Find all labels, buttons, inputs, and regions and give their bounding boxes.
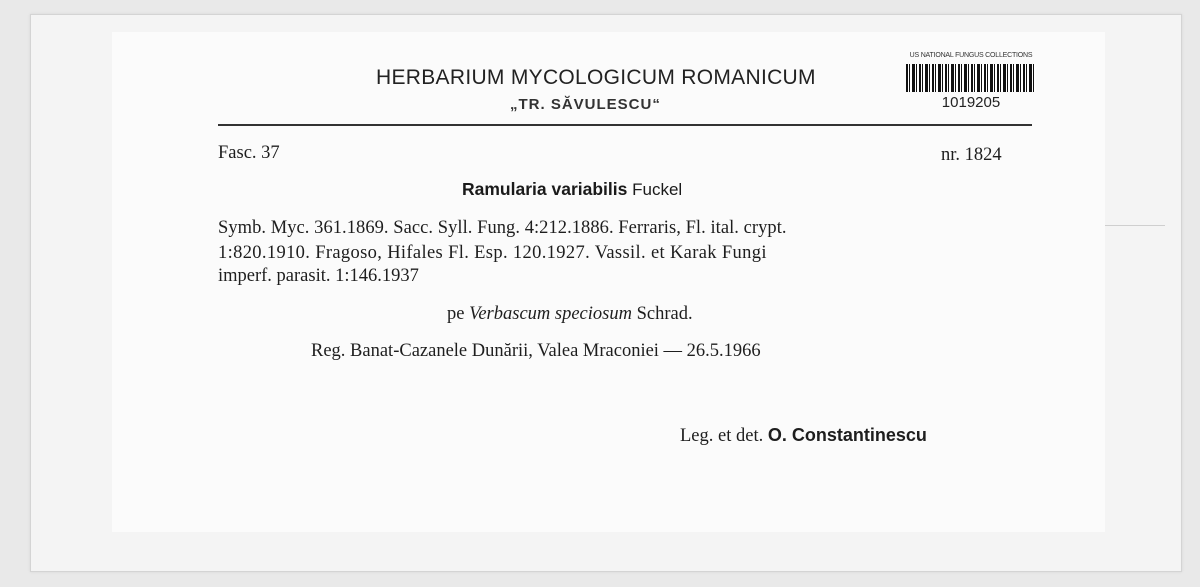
taxon-name: Ramularia variabilis: [462, 179, 628, 199]
specimen-number: nr. 1824: [941, 145, 1002, 165]
barcode: [900, 52, 1042, 118]
collector-prefix: Leg. et det.: [680, 426, 764, 446]
envelope-flap-edge: [1105, 225, 1165, 226]
fascicle-number: Fasc. 37: [218, 143, 280, 163]
barcode-number: 1019205: [941, 94, 1001, 111]
collector-line: [680, 425, 927, 447]
host-line: [447, 304, 693, 325]
herbarium-subtitle: „TR. SĂVULESCU“: [510, 96, 661, 113]
barcode-caption: US NATIONAL FUNGUS COLLECTIONS: [909, 52, 1033, 59]
reference-line-2: 1:820.1910. Fragoso, Hifales Fl. Esp. 120.1927. Vassil. et Karak Fungi: [218, 243, 767, 263]
collector-name: O. Constantinescu: [767, 425, 927, 445]
herbarium-title: HERBARIUM MYCOLOGICUM ROMANICUM: [376, 66, 816, 89]
taxon-author: Fuckel: [632, 180, 683, 199]
host-author: Schrad.: [636, 304, 693, 324]
reference-line-1: Symb. Myc. 361.1869. Sacc. Syll. Fung. 4:212.1886. Ferraris, Fl. ital. crypt.: [218, 218, 787, 238]
taxon-name-line: [462, 179, 682, 201]
locality-date: Reg. Banat-Cazanele Dunării, Valea Mraconiei — 26.5.1966: [311, 341, 761, 361]
barcode-bars: [906, 64, 1036, 92]
reference-line-3: imperf. parasit. 1:146.1937: [218, 266, 419, 286]
host-name: Verbascum speciosum: [469, 304, 632, 324]
host-prefix: pe: [447, 304, 465, 324]
header-divider: [218, 124, 1032, 126]
